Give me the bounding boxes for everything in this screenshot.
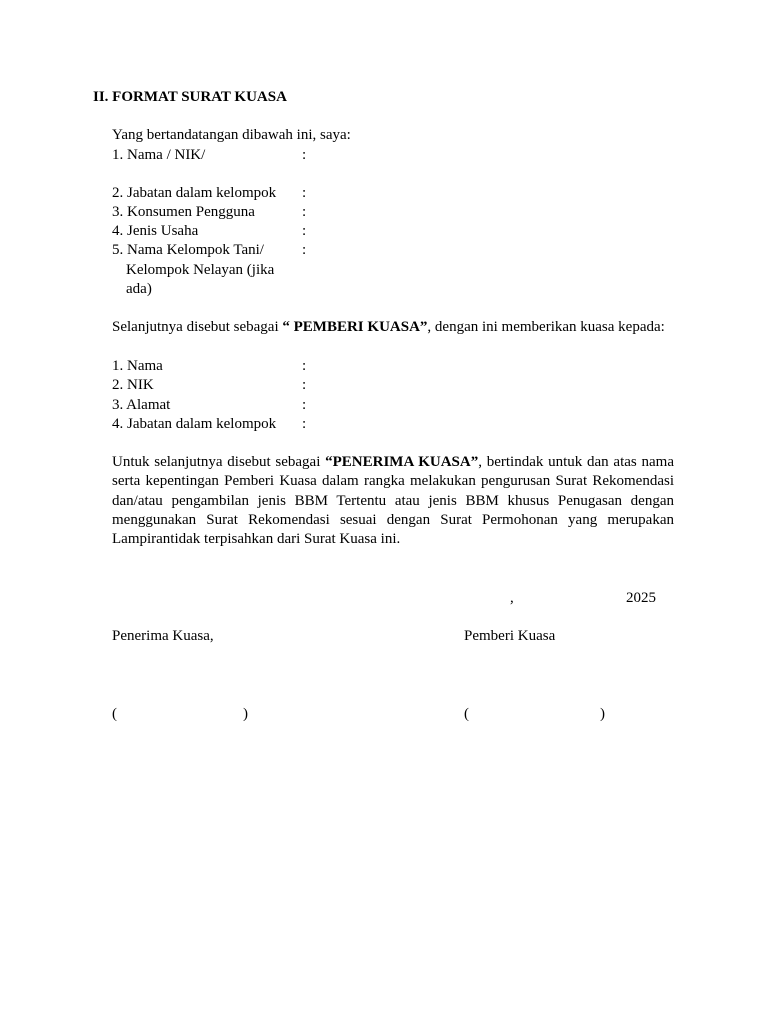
grantor-signature-title: Pemberi Kuasa — [464, 628, 556, 644]
field-label: 4. Jabatan dalam kelompok — [112, 416, 277, 432]
grantor-field-business-type — [112, 222, 712, 241]
field-colon: : — [302, 377, 307, 393]
grantor-field-position — [112, 184, 712, 203]
date-year: 2025 — [626, 590, 656, 606]
grantor-field-consumer — [112, 203, 712, 222]
field-label: 2. NIK — [112, 377, 154, 393]
grantor-field-group-name — [112, 241, 712, 260]
intro-text: Yang bertandatangan dibawah ini, saya: — [112, 127, 351, 143]
grantor-signature-close-paren: ) — [600, 706, 605, 722]
field-label: 3. Konsumen Pengguna — [112, 204, 255, 220]
grantee-field-name — [112, 357, 712, 376]
grantor-signature-open-paren: ( — [464, 706, 469, 722]
grantee-term: “PENERIMA KUASA” — [325, 454, 479, 470]
grantee-signature-open-paren: ( — [112, 706, 117, 722]
paragraph-text: , dengan ini memberikan kuasa kepada: — [427, 319, 665, 335]
field-colon: : — [302, 358, 307, 374]
field-label: 4. Jenis Usaha — [112, 223, 199, 239]
grantor-field-name-nik — [112, 146, 712, 165]
grantee-field-position — [112, 415, 712, 434]
paragraph-text: , bertindak untuk dan atas nama serta kepentingan Pemberi Kuasa dalam rangka melakukan pengurusan Surat Rekomendasi dan/atau pengambilan jenis BBM Tertentu atau jenis BBM khusus Penugasan dengan menggunakan Surat Rekomendasi sesuai dengan Surat Permohonan yang merupakan Lampirantidak terpisahkan dari Surat Kuasa ini. — [112, 454, 674, 548]
grantee-signature-title: Penerima Kuasa, — [112, 628, 214, 644]
grantee-field-address — [112, 396, 712, 415]
field-colon: : — [302, 147, 307, 163]
grantee-field-nik — [112, 376, 712, 395]
grantor-term: “ PEMBERI KUASA” — [282, 319, 428, 335]
field-label: 1. Nama — [112, 358, 163, 374]
field-colon: : — [302, 223, 307, 239]
field-colon: : — [302, 416, 307, 432]
grantor-paragraph — [112, 318, 674, 337]
grantee-signature-close-paren: ) — [243, 706, 248, 722]
date-comma: , — [510, 590, 514, 606]
field-label: 3. Alamat — [112, 397, 171, 413]
paragraph-text: Selanjutnya disebut sebagai — [112, 319, 283, 335]
group-name-continuation: ada) — [126, 281, 152, 297]
field-label: 2. Jabatan dalam kelompok — [112, 185, 277, 201]
group-name-continuation: Kelompok Nelayan (jika — [126, 262, 275, 278]
field-colon: : — [302, 185, 307, 201]
field-colon: : — [302, 397, 307, 413]
paragraph-text: Untuk selanjutnya disebut sebagai — [112, 454, 326, 470]
field-label: 5. Nama Kelompok Tani/ — [112, 242, 264, 258]
field-colon: : — [302, 204, 307, 220]
section-heading: II. FORMAT SURAT KUASA — [93, 89, 287, 105]
field-label: 1. Nama / NIK/ — [112, 147, 206, 163]
grantee-paragraph — [112, 453, 674, 549]
field-colon: : — [302, 242, 307, 258]
